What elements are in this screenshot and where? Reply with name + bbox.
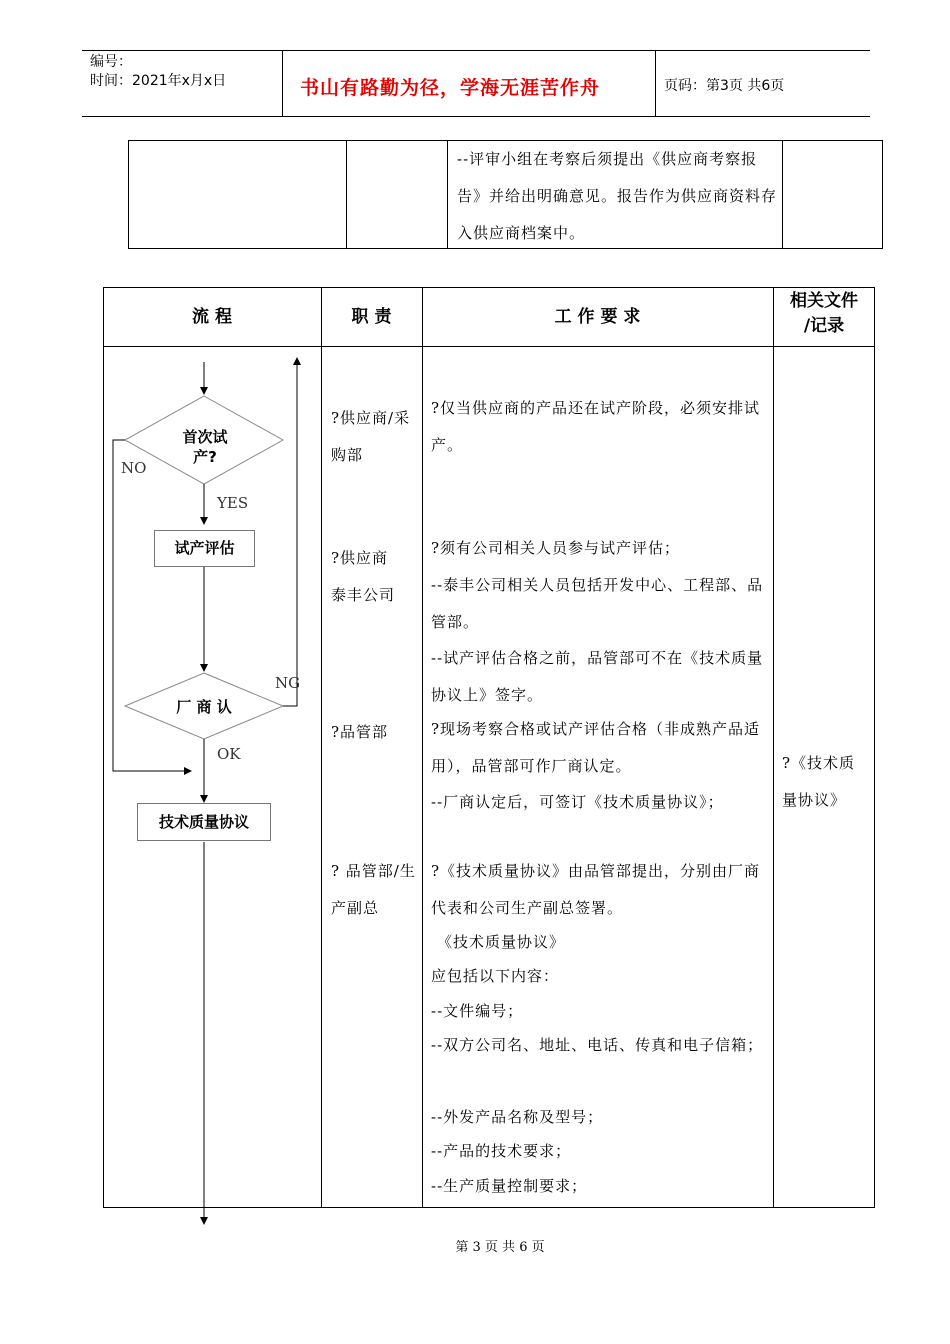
requirement-item: --文件编号； [431, 1002, 524, 1020]
requirement-item: --生产质量控制要求； [431, 1177, 588, 1195]
decision2-label: 厂 商 认 [176, 698, 232, 716]
column-header-flow: 流 程 [192, 307, 232, 327]
requirement-item: --厂商认定后，可签订《技术质量协议》； [431, 793, 724, 811]
header-divider [282, 50, 283, 117]
document-date-label: 时间：2021年x月x日 [90, 73, 227, 89]
continuation-text: --评审小组在考察后须提出《供应商考察报告》并给出明确意见。报告作为供应商资料存入供应商档案中。 [457, 150, 778, 242]
record-item: ?《技术质量协议》 [782, 754, 856, 809]
flow-box-technical-quality-agreement: 技术质量协议 [137, 803, 271, 841]
decision1-label-line2: 产? [193, 448, 217, 466]
requirement-item: ?《技术质量协议》由品管部提出，分别由厂商代表和公司生产副总签署。 [431, 862, 761, 917]
header-top-rule [82, 50, 870, 51]
flow-label-no: NO [121, 459, 147, 477]
requirement-item: --产品的技术要求； [431, 1142, 572, 1160]
table-divider [422, 287, 423, 1208]
decision1-label-line1: 首次试 [182, 428, 228, 446]
table-divider [773, 287, 774, 1208]
document-number-label: 编号： [90, 54, 132, 70]
flowchart-graphic [103, 346, 321, 1226]
header-bottom-rule [82, 116, 870, 117]
column-header-records-line1: 相关文件 [790, 291, 858, 311]
table-divider [782, 140, 783, 249]
requirement-item: ?须有公司相关人员参与试产评估； [431, 539, 681, 557]
column-header-records-line2: /记录 [803, 316, 845, 336]
header-divider [655, 50, 656, 117]
requirement-item: ?现场考察合格或试产评估合格（非成熟产品适用），品管部可作厂商认定。 [431, 720, 761, 775]
requirement-item: --泰丰公司相关人员包括开发中心、工程部、品管部。 [431, 576, 764, 631]
flow-label-ok: OK [217, 745, 241, 763]
requirement-item: 应包括以下内容： [431, 967, 560, 985]
duty-item: ?品管部 [331, 723, 389, 741]
flow-box-trial-evaluation: 试产评估 [154, 530, 255, 567]
flow-label-yes: YES [217, 494, 249, 512]
duty-item: ?供应商泰丰公司 [331, 549, 396, 604]
decision1-label [170, 427, 240, 466]
column-header-requirements: 工 作 要 求 [554, 307, 641, 327]
page-footer: 第 3 页 共 6 页 [455, 1240, 545, 1255]
column-header-records [773, 289, 875, 339]
flow-label-ng: NG [275, 674, 301, 692]
duty-item: ?供应商/采购部 [331, 409, 411, 464]
table-divider [346, 140, 347, 249]
table-divider [447, 140, 448, 249]
table-divider [321, 287, 322, 1208]
header-page-info: 页码：第3页 共6页 [664, 78, 785, 94]
requirement-item: ?仅当供应商的产品还在试产阶段，必须安排试产。 [431, 399, 761, 454]
duty-item: ? 品管部/生产副总 [331, 862, 416, 917]
requirement-item: --外发产品名称及型号； [431, 1108, 604, 1126]
header-motto: 书山有路勤为径，学海无涯苦作舟 [300, 77, 601, 99]
requirement-item: 《技术质量协议》 [437, 933, 566, 951]
requirement-item: --双方公司名、地址、电话、传真和电子信箱； [431, 1036, 764, 1054]
requirement-item: --试产评估合格之前，品管部可不在《技术质量协议上》签字。 [431, 649, 764, 704]
column-header-duty: 职 责 [351, 307, 392, 327]
flow-arrow-ng [283, 358, 297, 706]
